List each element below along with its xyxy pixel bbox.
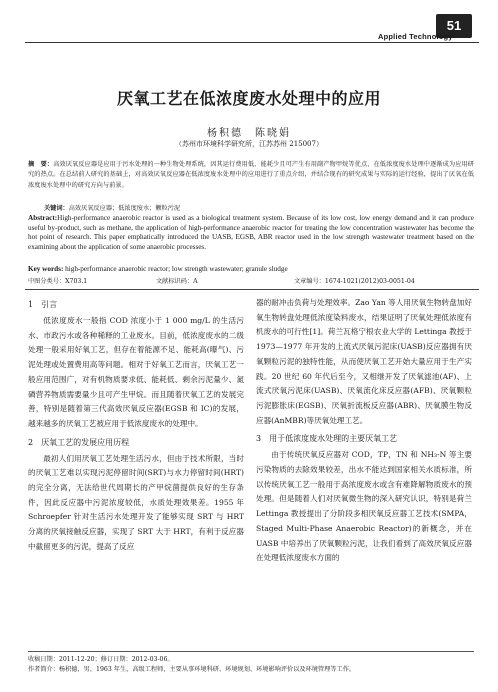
page-header	[0, 0, 498, 40]
abstract-en-text: High-performance anaerobic reactor is used as a biological treatment system. Because of its low cost, low energy demand and it can produce useful by-product, such as methane, the application of high-performance anaerobic reactor for treating the low concentration wastewater has become the hot point of research. This paper emphatically introduced the UASB, EGSB, ABR reactor used in the low strength wastewater treatment based on the examining about the application of some anaerobic processes.	[28, 214, 474, 251]
article-id: 文章编号：1674-1021(2012)03-0051-04	[294, 278, 415, 285]
keywords-en-text: high-performance anaerobic reactor; low strength wastewater; granule sludge	[65, 265, 288, 273]
abstract-chinese	[28, 160, 474, 191]
section-2-heading: 2 厌氧工艺的发展应用历程	[28, 437, 130, 447]
abstract-zh-label: 摘 要：	[28, 161, 54, 168]
abstract-zh-text: 高效厌氧反应器是应用于污水处理的一种生物处理系统，因其运行费用低、能耗少且可产生有用副产物甲烷等优点，在低浓度废水处理中逐渐成为应用研究的热点。在总结前人研究的基础上，对高效厌氧反应器在低浓度废水处理中的应用进行了重点介绍，并结合现有的研究成果与实际的运行经验，提出了厌氧在低浓度废水处理中的研究方向与前景。	[28, 161, 474, 189]
keywords-en-label: Key words:	[28, 265, 64, 273]
section-1-heading: 1 引言	[28, 300, 58, 309]
keywords-zh-text: 高效厌氧反应器；低浓度废水；颗粒污泥	[68, 205, 181, 212]
author-affiliation: （苏州市环境科学研究所，江苏苏州 215007）	[175, 140, 323, 148]
left-column	[28, 296, 244, 555]
keywords-zh-label: 关键词：	[44, 205, 69, 212]
section-2-paragraph: 最初人们用厌氧工艺处理生活污水，但由于技术所限，当时的厌氧工艺难以实现污泥停留时间(SRT)与水力停留时间(HRT)的完全分离，无法给世代周期长的产甲烷菌提供良好的生存条件，因此反应器中污泥浓度较低，水质处理效果差。1955 年 Schroepfer 针对生活污水处理开发了能够实现 SRT 与 HRT 分离的厌氧接触反应器，实现了 SRT 大于 HRT，有利于反应器中截留更多的污泥，提高了反应	[28, 453, 244, 551]
keywords-english	[28, 265, 474, 273]
keywords-chinese	[44, 203, 180, 212]
section-3-paragraph: 由于传统厌氧反应器对 COD，TP，TN 和 NH₃-N 等主要污染物质的去除效果较差，出水不能达到国家相关水质标准，所以传统厌氧工艺一般用于高浓度废水或含有难降解物质废水的预处理。但是随着人们对厌氧微生物的深入研究认识，特别是荷兰 Lettinga 教授提出了分阶段多相厌氧反应器工艺技术(SMPA，Staged Multi-Phase Anaerobic Reactor)的新概念，并在 UASB 中培养出了厌氧颗粒污泥，让我们看到了高效厌氧反应器在处理低浓度废水方面的	[256, 450, 472, 563]
abstract-english	[28, 214, 474, 252]
author-names: 杨积德 陈晓娟	[207, 128, 291, 139]
footnote-rule	[28, 651, 474, 652]
clc-number: 中图分类号：X703.1	[28, 278, 88, 285]
meta-rule	[25, 289, 479, 290]
page-number-badge: 51	[436, 14, 472, 38]
author-bio: 作者简介：杨积德，男，1963 年生，高级工程师，主要从事环境科研、环境规划、环境影响评价以及环境管理等工作。	[28, 666, 356, 673]
section-1-paragraph: 低浓度废水一般指 COD 浓度小于 1 000 mg/L 的生活污水、市政污水或各种稀释的工业废水。目前，低浓度废水的二级处理一般采用好氧工艺，但存在着能源不足、能耗高(曝气)、污泥处理或处置费用高等问题。相对于好氧工艺而言，厌氧工艺一般应用范围广，对有机物质要求低、能耗低、剩余污泥量少、氮磷营养物质需要量少且可产生甲烷。而且随着厌氧工艺的发展完善，特别是随着第三代高效厌氧反应器(EGSB 和 IC)的发展，越来越多的厌氧工艺被应用于低浓度废水的处理中。	[28, 316, 244, 428]
abstract-en-label: Abstract:	[28, 214, 58, 222]
received-date: 收稿日期：2011-12-20；修订日期：2012-03-06。	[28, 656, 174, 663]
continued-paragraph: 器的耐冲击负荷与处理效率。Zao Yan 等人用厌氧生物转盘加好氧生物转盘处理低浓度染料废水，结果证明了厌氧处理低浓度有机废水的可行性[1]。荷兰瓦格宁根农业大学的 Lettinga 教授于 1973—1977 年开发的上流式厌氧污泥床(UASB)反应器拥有厌氧颗粒污泥的独特性能，从而使厌氧工艺开始大量应用于生产实践。20 世纪 60 年代后至今，又相继开发了厌氧滤池(AF)、上流式厌氧污泥床(UASB)、厌氧流化床反应器(AFB)、厌氧颗粒污泥膨胀床(EGSB)、厌氧折流板反应器(ABR)、厌氧膜生物反应器(AnMBR)等厌氧处理工艺。	[256, 298, 472, 425]
right-column	[256, 296, 472, 566]
header-rule	[25, 42, 479, 43]
article-title: 厌氧工艺在低浓度废水处理中的应用	[116, 89, 381, 108]
journal-name: Applied Technology	[378, 32, 453, 41]
document-code: 文献标识码：A	[156, 278, 198, 285]
section-3-heading: 3 用于低浓度废水处理的主要厌氧工艺	[256, 434, 398, 444]
